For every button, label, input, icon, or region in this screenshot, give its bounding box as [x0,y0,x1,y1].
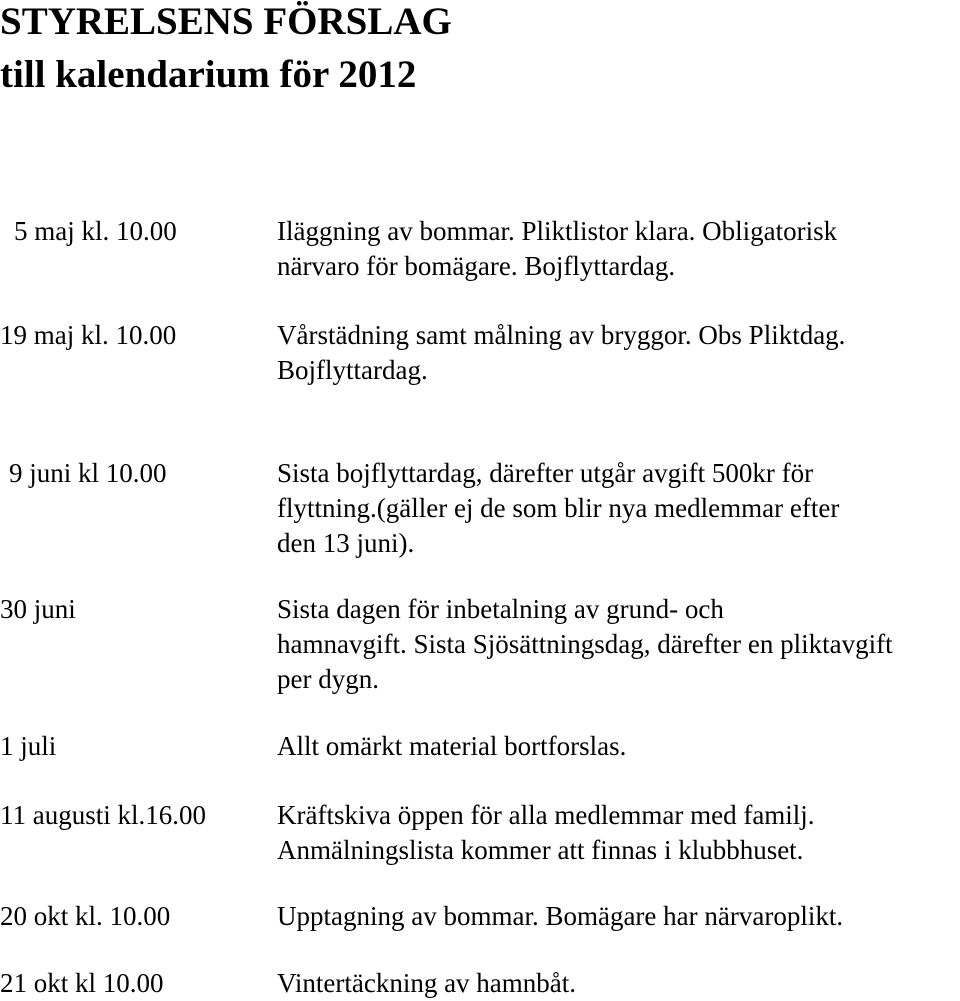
entry-date: 20 okt kl. 10.00 [0,901,171,931]
entry-description-line: den 13 juni). [277,528,415,558]
entry-date: 9 juni kl 10.00 [9,458,167,488]
entry-description-line: Upptagning av bommar. Bomägare har närvaroplikt. [277,901,844,931]
entry-description-line: Bojflyttardag. [277,355,428,385]
entry-description-line: Sista dagen för inbetalning av grund- och [277,594,724,624]
entry-description [277,214,957,284]
entry-date: 5 maj kl. 10.00 [14,216,177,246]
entry-date: 30 juni [0,594,76,624]
entry-description-line: Kräftskiva öppen för alla medlemmar med familj. [277,800,815,830]
entry-description [277,456,957,561]
entry-description [277,592,957,697]
document-subtitle: till kalendarium för 2012 [0,53,417,96]
entry-description-line: Vintertäckning av hamnbåt. [277,968,577,998]
entry-description [277,966,957,1001]
entry-description [277,729,957,764]
entry-description-line: hamnavgift. Sista Sjösättningsdag, därefter en pliktavgift [277,629,893,659]
entry-date: 19 maj kl. 10.00 [0,320,177,350]
entry-description-line: närvaro för bomägare. Bojflyttardag. [277,251,676,281]
entry-description-line: flyttning.(gäller ej de som blir nya medlemmar efter [277,493,840,523]
entry-description-line: per dygn. [277,664,379,694]
entry-description-line: Sista bojflyttardag, därefter utgår avgift 500kr för [277,458,814,488]
entry-description-line: Vårstädning samt målning av bryggor. Obs Pliktdag. [277,320,846,350]
document-title: STYRELSENS FÖRSLAG [0,0,452,43]
entry-description-line: Anmälningslista kommer att finnas i klubbhuset. [277,835,804,865]
entry-description [277,798,957,868]
entry-description-line: Iläggning av bommar. Pliktlistor klara. Obligatorisk [277,216,838,246]
entry-description [277,318,957,388]
entry-date: 11 augusti kl.16.00 [0,800,206,830]
entry-date: 21 okt kl 10.00 [0,968,164,998]
entry-date: 1 juli [0,731,57,761]
entry-description-line: Allt omärkt material bortforslas. [277,731,627,761]
entry-description [277,899,957,934]
